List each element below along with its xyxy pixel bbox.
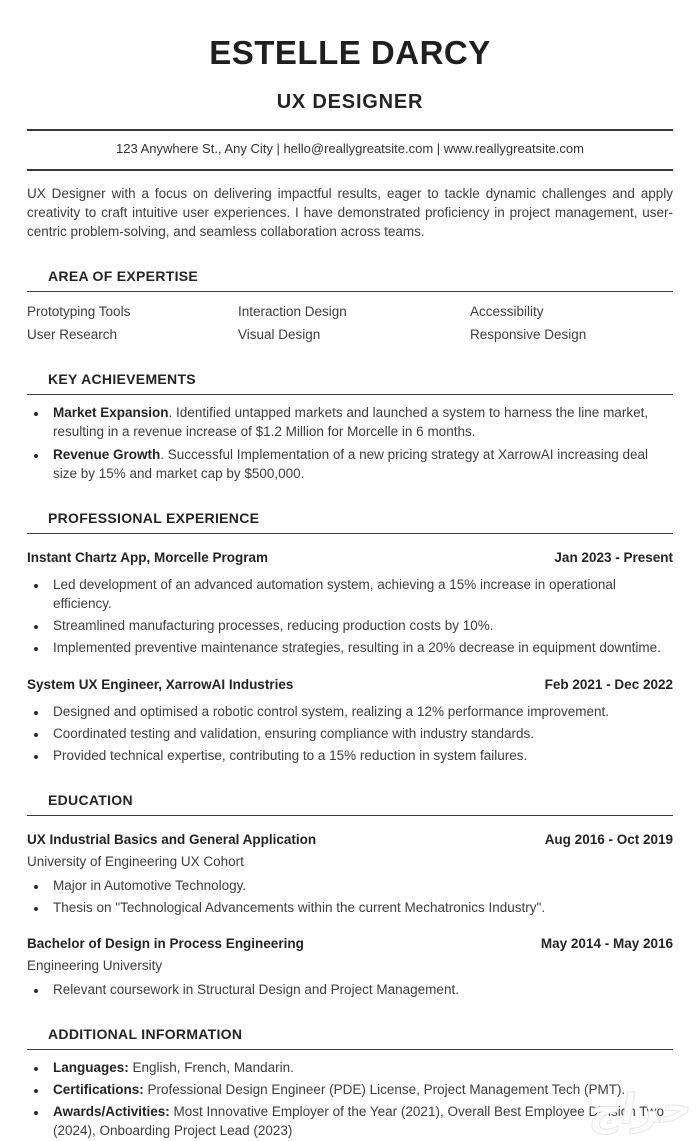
job-dates: Jan 2023 - Present xyxy=(554,549,673,565)
bullet-list xyxy=(27,1058,673,1141)
achievement-text: . Successful Implementation of a new pricing strategy at XarrowAI increasing deal size by 15% and market cap by $500,000. xyxy=(53,446,649,481)
degree-title: Bachelor of Design in Process Engineering xyxy=(27,935,304,951)
info-label: Certifications: xyxy=(53,1082,144,1098)
list-item xyxy=(48,1080,673,1099)
school-name: University of Engineering UX Cohort xyxy=(27,854,244,870)
contact-line: 123 Anywhere St., Any City | hello@reallygreatsite.com | www.reallygreatsite.com xyxy=(116,141,584,157)
list-item: • Streamlined manufacturing processes, reducing production costs by 10%. xyxy=(48,616,673,635)
expertise-item: Prototyping Tools xyxy=(27,304,131,320)
bullet-list xyxy=(27,403,673,483)
list-item: • Coordinated testing and validation, ensuring compliance with industry standards. xyxy=(48,724,673,743)
expertise-item: Accessibility xyxy=(470,304,544,320)
education-entry xyxy=(27,830,673,918)
list-item: • Designed and optimised a robotic control system, realizing a 12% performance improvement. xyxy=(48,702,673,721)
divider xyxy=(27,533,673,534)
bullet-list xyxy=(27,575,673,658)
list-item: • Thesis on "Technological Advancements within the current Mechatronics Industry". xyxy=(48,898,673,917)
job-dates: Feb 2021 - Dec 2022 xyxy=(544,676,673,692)
bullet-list xyxy=(27,702,673,765)
resume-page xyxy=(0,30,700,1141)
section-additional xyxy=(27,1025,673,1141)
resume-header xyxy=(27,30,673,171)
info-label: Awards/Activities: xyxy=(53,1104,170,1120)
entry-header xyxy=(27,830,673,849)
section-expertise xyxy=(27,267,673,344)
divider xyxy=(27,394,673,395)
achievement-lead: Revenue Growth xyxy=(53,446,161,462)
list-item: • Provided technical expertise, contributing to a 15% reduction in system failures. xyxy=(48,746,673,765)
haraj-watermark-logo: حراج xyxy=(586,1083,697,1134)
list-item xyxy=(48,1058,673,1077)
section-experience xyxy=(27,509,673,765)
entry-header xyxy=(27,675,673,694)
info-text: Professional Design Engineer (PDE) License, Project Management Tech (PMT). xyxy=(143,1082,626,1098)
job-title: System UX Engineer, XarrowAI Industries xyxy=(27,676,294,692)
section-heading: ADDITIONAL INFORMATION xyxy=(48,1026,243,1043)
list-item: • Relevant coursework in Structural Design and Project Management. xyxy=(48,980,673,999)
section-achievements xyxy=(27,370,673,483)
section-education xyxy=(27,791,673,999)
degree-dates: May 2014 - May 2016 xyxy=(540,935,673,951)
person-name: ESTELLE DARCY xyxy=(209,34,491,71)
school-name: Engineering University xyxy=(27,957,163,973)
education-entry xyxy=(27,934,673,999)
degree-title: UX Industrial Basics and General Application xyxy=(27,832,317,848)
list-item xyxy=(48,403,673,441)
list-item: • Major in Automotive Technology. xyxy=(48,876,673,895)
achievement-text: . Identified untapped markets and launched a system to harness the line market, resulting in a revenue increase of $1.2 Million for Morcelle in 6 months. xyxy=(53,405,649,440)
bullet-list xyxy=(27,980,673,999)
divider xyxy=(27,169,673,171)
info-text: English, French, Mandarin. xyxy=(128,1059,294,1075)
info-label: Languages: xyxy=(53,1059,129,1075)
list-item: • Led development of an advanced automation system, achieving a 15% increase in operational efficiency. xyxy=(48,575,673,613)
entry-header xyxy=(27,548,673,567)
experience-entry xyxy=(27,548,673,658)
expertise-item: Interaction Design xyxy=(238,304,347,320)
degree-dates: Aug 2016 - Oct 2019 xyxy=(544,832,673,848)
divider xyxy=(27,815,673,816)
list-item xyxy=(48,1102,673,1140)
bullet-list xyxy=(27,876,673,917)
entry-header xyxy=(27,934,673,953)
expertise-item: Visual Design xyxy=(238,327,321,343)
expertise-grid xyxy=(27,292,673,344)
section-heading: KEY ACHIEVEMENTS xyxy=(48,371,196,388)
expertise-item: Responsive Design xyxy=(470,327,587,343)
section-heading: PROFESSIONAL EXPERIENCE xyxy=(48,509,260,526)
info-text: Most Innovative Employer of the Year (2021), Overall Best Employee Division Two (2024), Onboarding Project Lead (2023) xyxy=(53,1104,665,1139)
job-title: Instant Chartz App, Morcelle Program xyxy=(27,549,269,565)
list-item xyxy=(48,445,673,483)
divider xyxy=(27,1049,673,1050)
section-heading: AREA OF EXPERTISE xyxy=(48,268,199,285)
summary-paragraph: UX Designer with a focus on delivering impactful results, eager to tackle dynamic challenges and apply creativity to craft intuitive user experiences. I have demonstrated proficiency in project management, user-centric problem-solving, and seamless collaboration across teams. xyxy=(27,185,673,240)
list-item: • Implemented preventive maintenance strategies, resulting in a 20% decrease in equipment downtime. xyxy=(48,638,673,657)
person-role: UX DESIGNER xyxy=(276,90,424,113)
section-heading: EDUCATION xyxy=(48,792,133,809)
achievement-lead: Market Expansion xyxy=(53,405,169,421)
expertise-item: User Research xyxy=(27,327,118,343)
experience-entry xyxy=(27,675,673,766)
